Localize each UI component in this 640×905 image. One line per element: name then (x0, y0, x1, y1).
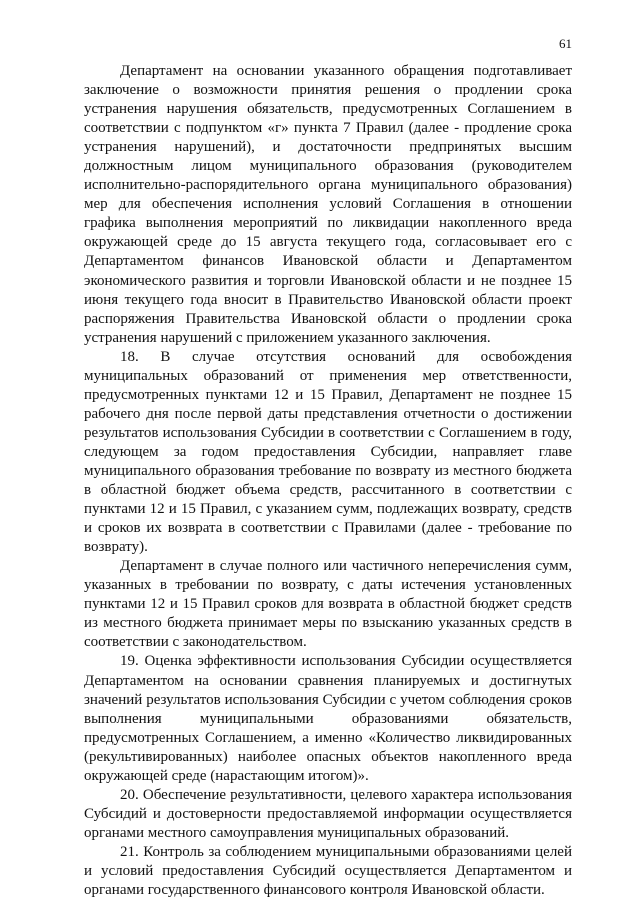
page-number: 61 (559, 36, 572, 51)
paragraph-18-return-requirement: 18. В случае отсутствия оснований для освобождения муниципальных образований от применения мер ответственности, предусмотренных пунктами 12 и 15 Правил, Департамент не позднее 15 рабочего дня после первой даты представления отчетности о достижении результатов использования Субсидии в соответствии с Соглашением в году, следующем за годом предоставления Субсидии, направляет главе муниципального образования требование по возврату из местного бюджета в областной бюджет объема средств, рассчитанного в соответствии с пунктами 12 и 15 Правил, с указанием сумм, подлежащих возврату, средств и сроков их возврата в соответствии с Правилами (далее - требование по возврату). (84, 348, 572, 556)
paragraph-department-conclusion: Департамент на основании указанного обращения подготавливает заключение о возможности принятия решения о продлении срока устранения нарушения обязательств, предусмотренных Соглашением в соответствии с подпунктом «г» пункта 7 Правил (далее - продление срока устранения нарушений), и достаточности предпринятых высшим должностным лицом муниципального образования (руководителем исполнительно-распорядительного органа муниципального образования) мер для обеспечения исполнения условий Соглашения в отношении графика выполнения мероприятий по ликвидации накопленного вреда окружающей среде до 15 августа текущего года, согласовывает его с Департаментом финансов Ивановской области и Департаментом экономического развития и торговли Ивановской области и не позднее 15 июня текущего года вносит в Правительство Ивановской области проект распоряжения Правительства Ивановской области о продлении срока устранения нарушений с приложением указанного заключения. (84, 63, 572, 346)
paragraph-20-effectiveness: 20. Обеспечение результативности, целевого характера использования Субсидий и достоверности предоставляемой информации осуществляется органами местного самоуправления муниципальных образований. (84, 786, 572, 841)
paragraph-recovery-measures: Департамент в случае полного или частичного неперечисления сумм, указанных в требовании по возврату, с даты истечения установленных пунктами 12 и 15 Правил сроков для возврата в областной бюджет средств из местного бюджета принимает меры по взысканию указанных средств в соответствии с законодательством. (84, 558, 572, 651)
paragraph-21-control: 21. Контроль за соблюдением муниципальными образованиями целей и условий предоставления Субсидий осуществляется Департаментом и органами государственного финансового контроля Ивановской области. (84, 843, 572, 899)
paragraph-19-efficiency-assessment: 19. Оценка эффективности использования Субсидии осуществляется Департаментом на основании сравнения планируемых и достигнутых значений результатов использования Субсидии с учетом соблюдения сроков выполнения муниципальными образованиями обязательств, предусмотренных Соглашением, а именно «Количество ликвидированных (рекультивированных) наиболее опасных объектов накопленного вреда окружающей среде (нарастающим итогом)». (84, 653, 572, 784)
document-body (84, 62, 572, 900)
